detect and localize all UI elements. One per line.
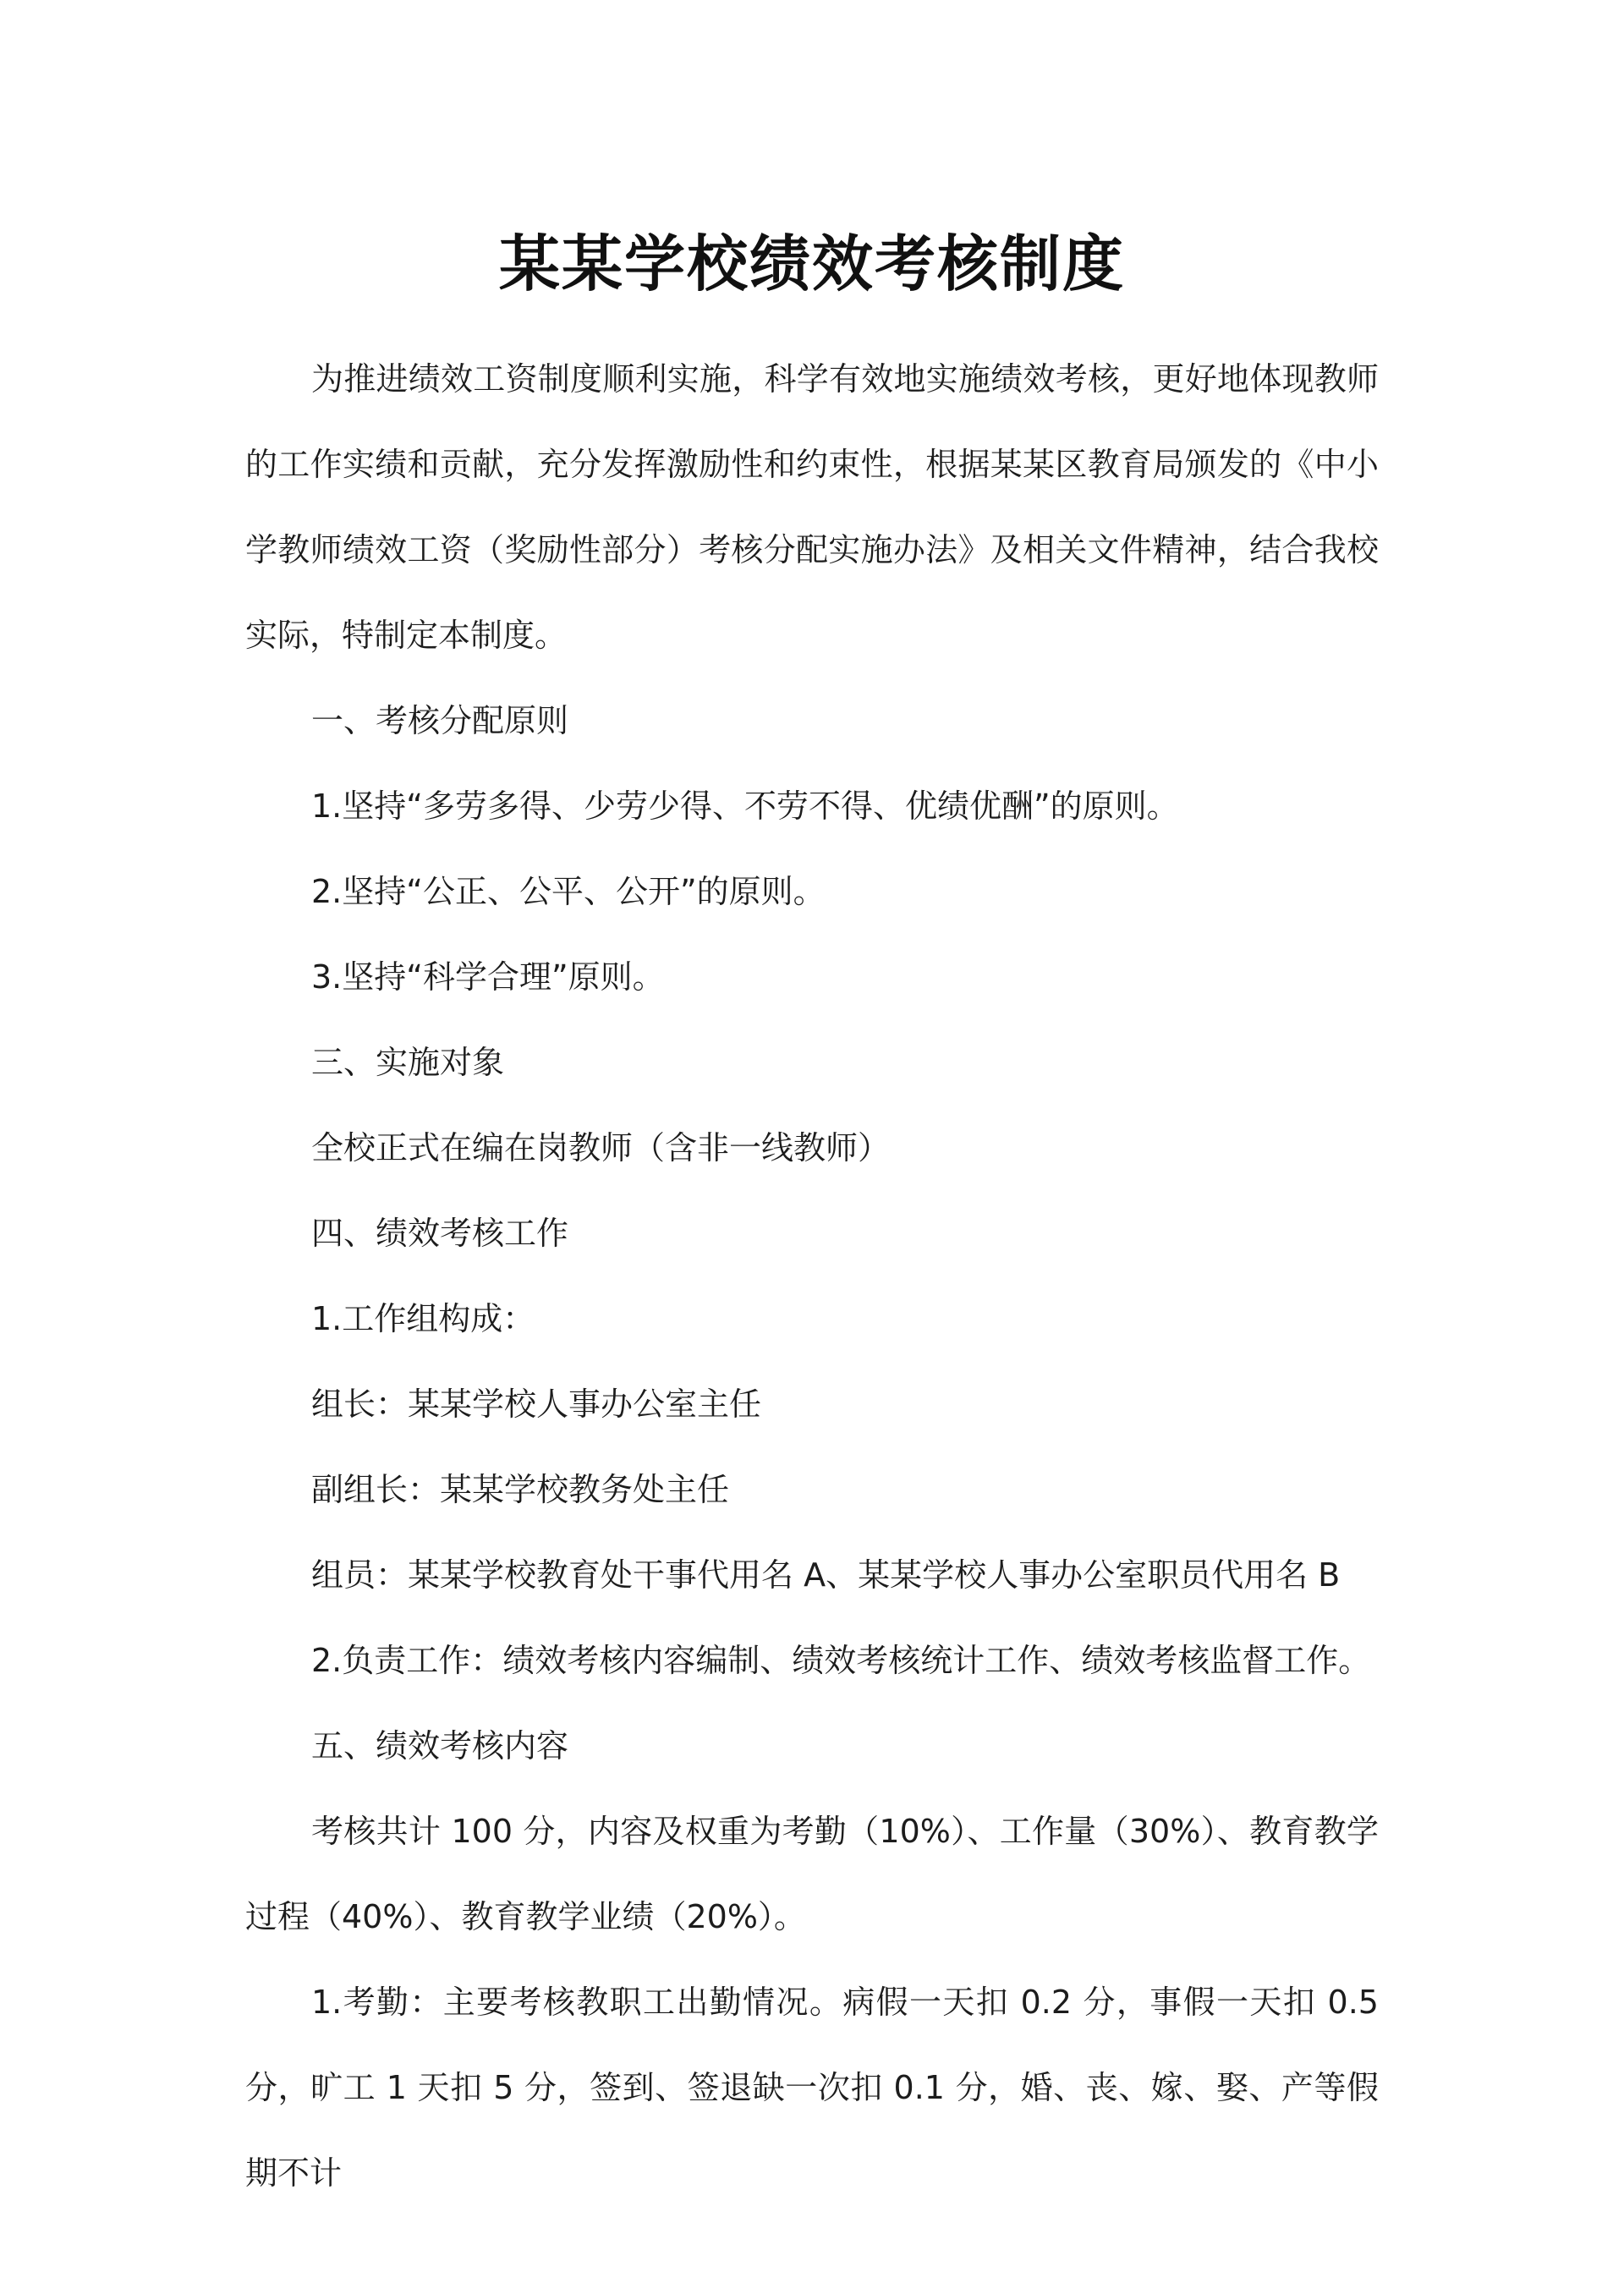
paragraph-intro: 为推进绩效工资制度顺利实施，科学有效地实施绩效考核，更好地体现教师的工作实绩和贡献，充分发挥激励性和约束性，根据某某区教育局颁发的《中小学教师绩效工资（奖励性部分）考核分配实施办法》及相关文件精神，结合我校实际，特制定本制度。 [245,360,1379,654]
group-deputy-leader: 副组长：某某学校教务处主任 [311,1471,730,1508]
section-heading-content: 五、绩效考核内容 [311,1727,569,1764]
section-heading-work: 四、绩效考核工作 [311,1215,569,1252]
principle-item-1: 1.坚持“多劳多得、少劳少得、不劳不得、优绩优酬”的原则。 [311,788,1179,825]
targets-text: 全校正式在编在岗教师（含非一线教师） [311,1129,891,1166]
attendance-rules: 1.考勤：主要考核教职工出勤情况。病假一天扣 0.2 分，事假一天扣 0.5 分，旷工 1 天扣 5 分，签到、签退缺一次扣 0.1 分，婚、丧、嫁、娶、产等假期不计 [245,1984,1379,2192]
group-leader: 组长：某某学校人事办公室主任 [311,1386,762,1423]
document-title: 某某学校绩效考核制度 [498,228,1125,299]
section-heading-targets: 三、实施对象 [311,1044,505,1081]
section-heading-principles: 一、考核分配原则 [311,702,569,739]
principle-item-2: 2.坚持“公正、公平、公开”的原则。 [311,873,826,910]
responsibilities: 2.负责工作：绩效考核内容编制、绩效考核统计工作、绩效考核监督工作。 [311,1642,1371,1679]
document-body [245,337,1379,2216]
work-group-heading: 1.工作组构成： [311,1300,535,1337]
principle-item-3: 3.坚持“科学合理”原则。 [311,958,665,996]
content-weights: 考核共计 100 分，内容及权重为考勤（10%）、工作量（30%）、教育教学过程（40%）、教育教学业绩（20%）。 [245,1813,1379,1935]
group-members: 组员：某某学校教育处干事代用名 A、某某学校人事办公室职员代用名 B [311,1556,1341,1594]
